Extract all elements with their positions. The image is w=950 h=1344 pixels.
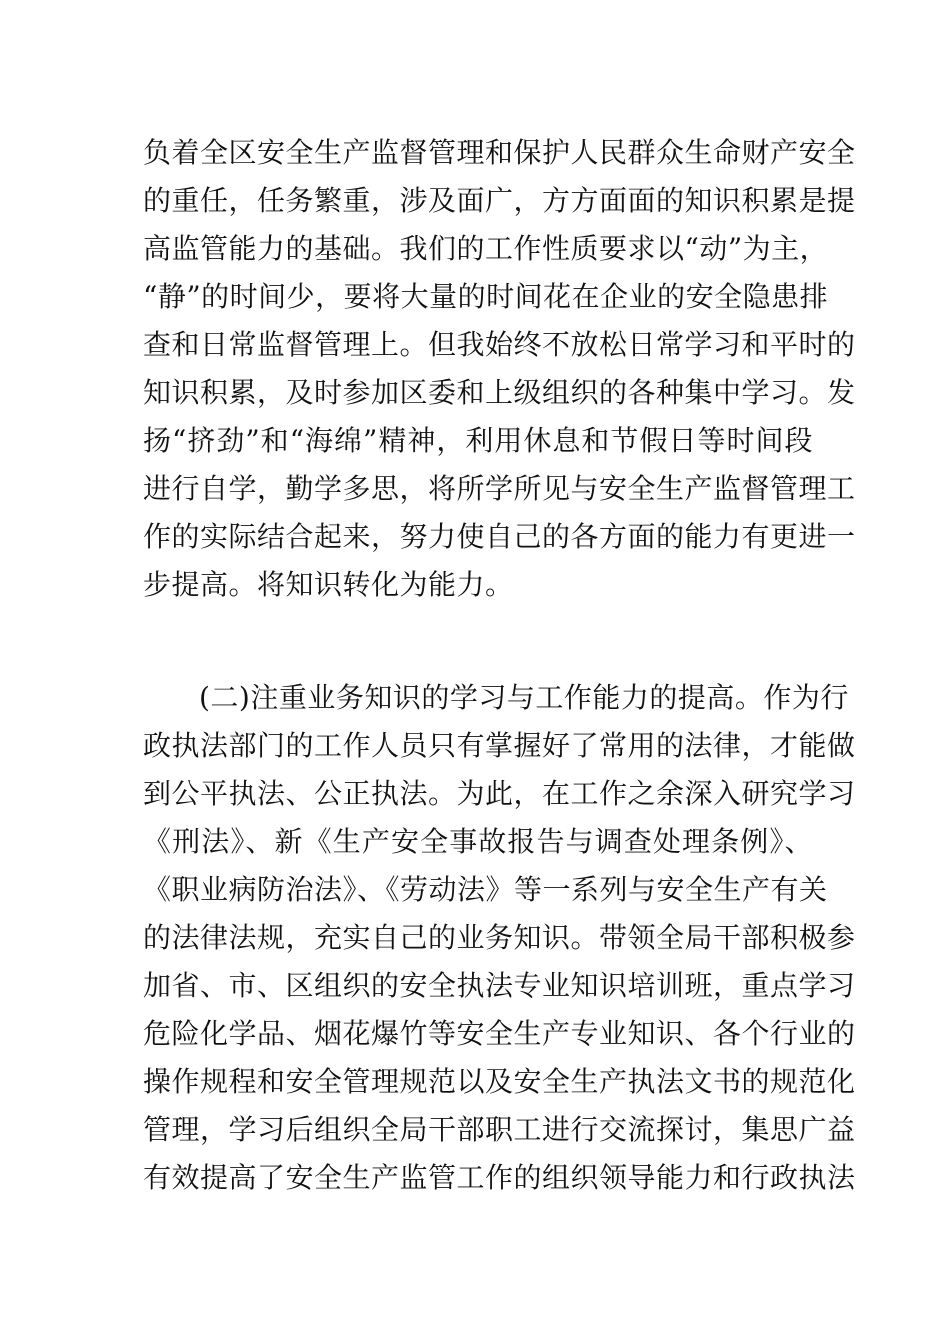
- paragraph-line: 管理，学习后组织全局干部职工进行交流探讨，集思广益: [143, 1113, 856, 1146]
- paragraph-line: 负着全区安全生产监督管理和保护人民群众生命财产安全: [143, 136, 856, 169]
- paragraph-line: 加省、市、区组织的安全执法专业知识培训班，重点学习: [143, 969, 856, 1002]
- paragraph-line: 作的实际结合起来，努力使自己的各方面的能力有更进一: [143, 520, 856, 553]
- paragraph-line: 危险化学品、烟花爆竹等安全生产专业知识、各个行业的: [143, 1017, 856, 1050]
- paragraph-line: “静”的时间少，要将大量的时间花在企业的安全隐患排: [143, 280, 829, 313]
- paragraph-line: 步提高。将知识转化为能力。: [143, 568, 514, 601]
- paragraph-line: 《职业病防治法》、《劳动法》等一系列与安全生产有关: [143, 873, 828, 906]
- paragraph-line: 的重任，任务繁重，涉及面广，方方面面的知识积累是提: [143, 184, 856, 217]
- paragraph-line: 有效提高了安全生产监管工作的组织领导能力和行政执法: [143, 1161, 856, 1194]
- paragraph-line: 查和日常监督管理上。但我始终不放松日常学习和平时的: [143, 328, 856, 361]
- paragraph-line: 进行自学，勤学多思，将所学所见与安全生产监督管理工: [143, 472, 856, 505]
- paragraph-line: 《刑法》、新《生产安全事故报告与调查处理条例》、: [143, 825, 813, 858]
- paragraph-line: 知识积累，及时参加区委和上级组织的各种集中学习。发: [143, 376, 856, 409]
- paragraph-line: 操作规程和安全管理规范以及安全生产执法文书的规范化: [143, 1065, 856, 1098]
- paragraph-line: 到公平执法、公正执法。为此，在工作之余深入研究学习: [143, 777, 856, 810]
- paragraph-line: 高监管能力的基础。我们的工作性质要求以“动”为主，: [143, 232, 829, 265]
- paragraph-line: 扬“挤劲”和“海绵”精神，利用休息和节假日等时间段: [143, 424, 813, 457]
- paragraph-line: (二)注重业务知识的学习与工作能力的提高。作为行: [199, 681, 849, 714]
- paragraph-line: 政执法部门的工作人员只有掌握好了常用的法律，才能做: [143, 729, 856, 762]
- paragraph-line: 的法律法规，充实自己的业务知识。带领全局干部积极参: [143, 921, 856, 954]
